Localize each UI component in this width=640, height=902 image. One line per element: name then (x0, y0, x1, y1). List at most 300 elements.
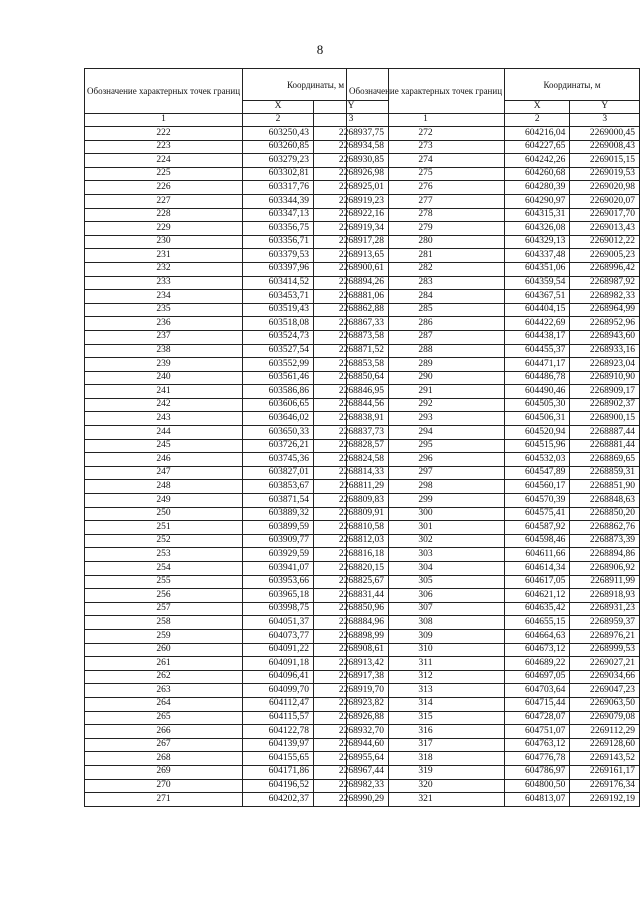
coord-y-cell: 2269079,08 (570, 711, 640, 725)
coord-x-cell: 604455,37 (505, 344, 570, 358)
coord-y-cell: 2269047,23 (570, 684, 640, 698)
coord-y-cell: 2268820,15 (314, 562, 389, 576)
point-number-cell: 319 (347, 765, 505, 779)
point-number-cell: 282 (347, 262, 505, 276)
table-row (85, 181, 389, 195)
point-number-cell: 298 (347, 480, 505, 494)
coord-x-cell: 603524,73 (243, 330, 314, 344)
point-number-cell: 276 (347, 181, 505, 195)
table-row (347, 643, 640, 657)
point-number-cell: 239 (85, 358, 243, 372)
coord-y-cell: 2268996,42 (570, 262, 640, 276)
coord-y-cell: 2268867,33 (314, 317, 389, 331)
table-row (85, 290, 389, 304)
table-row (85, 562, 389, 576)
point-number-cell: 222 (85, 127, 243, 141)
table-row (347, 589, 640, 603)
point-number-cell: 305 (347, 575, 505, 589)
header-col-number-1: 1 (85, 114, 243, 127)
coord-x-cell: 603871,54 (243, 494, 314, 508)
table-row (85, 534, 389, 548)
coord-x-cell: 603889,32 (243, 507, 314, 521)
coord-y-cell: 2269112,29 (570, 725, 640, 739)
coord-y-cell: 2269143,52 (570, 752, 640, 766)
coord-x-cell: 604359,54 (505, 276, 570, 290)
coord-x-cell: 604073,77 (243, 629, 314, 643)
point-number-cell: 290 (347, 371, 505, 385)
table-row (85, 670, 389, 684)
coord-x-cell: 604813,07 (505, 793, 570, 807)
point-number-cell: 237 (85, 330, 243, 344)
coord-y-cell: 2268943,60 (570, 330, 640, 344)
coord-x-cell: 603379,53 (243, 249, 314, 263)
coord-y-cell: 2268862,88 (314, 303, 389, 317)
coord-x-cell: 604122,78 (243, 725, 314, 739)
coord-y-cell: 2268990,29 (314, 793, 389, 807)
coord-y-cell: 2268919,23 (314, 194, 389, 208)
coord-x-cell: 603929,59 (243, 548, 314, 562)
coord-y-cell: 2268816,18 (314, 548, 389, 562)
table-row (85, 711, 389, 725)
table-row (347, 711, 640, 725)
table-row (85, 412, 389, 426)
coord-x-cell: 604703,64 (505, 684, 570, 698)
coord-x-cell: 604598,46 (505, 534, 570, 548)
coord-y-cell: 2268884,96 (314, 616, 389, 630)
point-number-cell: 261 (85, 657, 243, 671)
coord-y-cell: 2268934,58 (314, 140, 389, 154)
point-number-cell: 253 (85, 548, 243, 562)
table-row (85, 208, 389, 222)
table-row (347, 548, 640, 562)
table-row (85, 262, 389, 276)
table-row (85, 765, 389, 779)
point-number-cell: 255 (85, 575, 243, 589)
coord-y-cell: 2268967,44 (314, 765, 389, 779)
coord-x-cell: 604329,13 (505, 235, 570, 249)
point-number-cell: 234 (85, 290, 243, 304)
point-number-cell: 259 (85, 629, 243, 643)
coord-y-cell: 2268851,90 (570, 480, 640, 494)
table-row (347, 793, 640, 807)
coord-y-cell: 2268919,34 (314, 222, 389, 236)
point-number-cell: 321 (347, 793, 505, 807)
point-number-cell: 263 (85, 684, 243, 698)
table-row (85, 127, 389, 141)
coord-x-cell: 604115,57 (243, 711, 314, 725)
coordinates-table-left (84, 68, 389, 807)
point-number-cell: 224 (85, 154, 243, 168)
point-number-cell: 270 (85, 779, 243, 793)
table-row (85, 480, 389, 494)
point-number-cell: 285 (347, 303, 505, 317)
coord-x-cell: 603519,43 (243, 303, 314, 317)
table-row (347, 262, 640, 276)
table-row (347, 317, 640, 331)
point-number-cell: 244 (85, 426, 243, 440)
coord-x-cell: 604404,15 (505, 303, 570, 317)
coord-x-cell: 604091,18 (243, 657, 314, 671)
coord-x-cell: 604216,04 (505, 127, 570, 141)
table-row (85, 548, 389, 562)
table-row (347, 494, 640, 508)
coord-x-cell: 604422,69 (505, 317, 570, 331)
coord-x-cell: 603827,01 (243, 466, 314, 480)
coord-y-cell: 2269128,60 (570, 738, 640, 752)
coord-x-cell: 603965,18 (243, 589, 314, 603)
point-number-cell: 294 (347, 426, 505, 440)
coord-y-cell: 2268918,93 (570, 589, 640, 603)
table-row (85, 385, 389, 399)
point-number-cell: 277 (347, 194, 505, 208)
coord-y-cell: 2269020,98 (570, 181, 640, 195)
table-row (347, 521, 640, 535)
coord-x-cell: 603317,76 (243, 181, 314, 195)
coord-x-cell: 603745,36 (243, 453, 314, 467)
point-number-cell: 257 (85, 602, 243, 616)
coord-x-cell: 604515,96 (505, 439, 570, 453)
table-row (347, 629, 640, 643)
coord-y-cell: 2268902,37 (570, 398, 640, 412)
table-row (85, 643, 389, 657)
point-number-cell: 288 (347, 344, 505, 358)
point-number-cell: 281 (347, 249, 505, 263)
table-row (85, 629, 389, 643)
coord-x-cell: 603453,71 (243, 290, 314, 304)
coord-x-cell: 604786,97 (505, 765, 570, 779)
coord-x-cell: 603279,23 (243, 154, 314, 168)
coord-x-cell: 604506,31 (505, 412, 570, 426)
coord-y-cell: 2268900,15 (570, 412, 640, 426)
table-row (85, 194, 389, 208)
table-row (347, 249, 640, 263)
coord-x-cell: 603347,13 (243, 208, 314, 222)
point-number-cell: 307 (347, 602, 505, 616)
coord-x-cell: 604751,07 (505, 725, 570, 739)
coord-x-cell: 603250,43 (243, 127, 314, 141)
point-number-cell: 272 (347, 127, 505, 141)
coord-y-cell: 2268931,23 (570, 602, 640, 616)
coord-y-cell: 2269027,21 (570, 657, 640, 671)
table-row (347, 534, 640, 548)
table-row (85, 466, 389, 480)
table-row (347, 466, 640, 480)
coord-x-cell: 604490,46 (505, 385, 570, 399)
point-number-cell: 302 (347, 534, 505, 548)
table-row (85, 154, 389, 168)
point-number-cell: 250 (85, 507, 243, 521)
coord-y-cell: 2269176,34 (570, 779, 640, 793)
coord-x-cell: 604227,65 (505, 140, 570, 154)
coord-x-cell: 603552,99 (243, 358, 314, 372)
point-number-cell: 269 (85, 765, 243, 779)
point-number-cell: 308 (347, 616, 505, 630)
coord-y-cell: 2268887,44 (570, 426, 640, 440)
coord-y-cell: 2268809,83 (314, 494, 389, 508)
point-number-cell: 295 (347, 439, 505, 453)
coord-x-cell: 604280,39 (505, 181, 570, 195)
coord-y-cell: 2268859,31 (570, 466, 640, 480)
coord-x-cell: 604614,34 (505, 562, 570, 576)
point-number-cell: 291 (347, 385, 505, 399)
table-row (347, 602, 640, 616)
point-number-cell: 286 (347, 317, 505, 331)
coord-x-cell: 603941,07 (243, 562, 314, 576)
table-row (347, 140, 640, 154)
point-number-cell: 275 (347, 167, 505, 181)
table-row (85, 684, 389, 698)
coord-y-cell: 2268848,63 (570, 494, 640, 508)
point-number-cell: 262 (85, 670, 243, 684)
table-row (347, 439, 640, 453)
point-number-cell: 313 (347, 684, 505, 698)
coord-y-cell: 2269000,45 (570, 127, 640, 141)
coord-y-cell: 2268862,76 (570, 521, 640, 535)
coord-x-cell: 603397,96 (243, 262, 314, 276)
coord-y-cell: 2268810,58 (314, 521, 389, 535)
coord-y-cell: 2268917,28 (314, 235, 389, 249)
point-number-cell: 265 (85, 711, 243, 725)
point-number-cell: 287 (347, 330, 505, 344)
table-row (347, 670, 640, 684)
coord-y-cell: 2268908,61 (314, 643, 389, 657)
coord-x-cell: 604697,05 (505, 670, 570, 684)
coord-y-cell: 2268894,86 (570, 548, 640, 562)
coord-y-cell: 2268846,95 (314, 385, 389, 399)
coord-x-cell: 604664,63 (505, 629, 570, 643)
point-number-cell: 247 (85, 466, 243, 480)
coord-x-cell: 603518,08 (243, 317, 314, 331)
point-number-cell: 320 (347, 779, 505, 793)
coord-x-cell: 604655,15 (505, 616, 570, 630)
point-number-cell: 227 (85, 194, 243, 208)
coord-y-cell: 2268844,56 (314, 398, 389, 412)
table-row (347, 657, 640, 671)
coord-y-cell: 2268869,65 (570, 453, 640, 467)
table-row (347, 181, 640, 195)
coord-x-cell: 603356,75 (243, 222, 314, 236)
table-row (85, 793, 389, 807)
coord-y-cell: 2268831,44 (314, 589, 389, 603)
coord-x-cell: 603726,21 (243, 439, 314, 453)
coord-x-cell: 604099,70 (243, 684, 314, 698)
coord-x-cell: 604139,97 (243, 738, 314, 752)
point-number-cell: 274 (347, 154, 505, 168)
coord-x-cell: 603899,59 (243, 521, 314, 535)
coord-y-cell: 2268964,99 (570, 303, 640, 317)
coord-x-cell: 604587,92 (505, 521, 570, 535)
coord-x-cell: 604776,78 (505, 752, 570, 766)
coord-y-cell: 2268850,20 (570, 507, 640, 521)
coord-y-cell: 2268894,26 (314, 276, 389, 290)
coord-y-cell: 2268814,33 (314, 466, 389, 480)
point-number-cell: 226 (85, 181, 243, 195)
table-row (347, 507, 640, 521)
point-number-cell: 231 (85, 249, 243, 263)
point-number-cell: 300 (347, 507, 505, 521)
coord-y-cell: 2268850,96 (314, 602, 389, 616)
table-row (347, 127, 640, 141)
point-number-cell: 289 (347, 358, 505, 372)
header-y: Y (570, 101, 640, 114)
table-row (85, 140, 389, 154)
point-number-cell: 315 (347, 711, 505, 725)
table-row (85, 589, 389, 603)
coord-x-cell: 604290,97 (505, 194, 570, 208)
point-number-cell: 316 (347, 725, 505, 739)
header-x: X (243, 101, 314, 114)
point-number-cell: 235 (85, 303, 243, 317)
coord-x-cell: 603998,75 (243, 602, 314, 616)
table-row (85, 738, 389, 752)
point-number-cell: 314 (347, 697, 505, 711)
table-row (347, 290, 640, 304)
point-number-cell: 304 (347, 562, 505, 576)
coord-x-cell: 604560,17 (505, 480, 570, 494)
coord-y-cell: 2268871,52 (314, 344, 389, 358)
coord-x-cell: 604155,65 (243, 752, 314, 766)
table-row (347, 426, 640, 440)
header-coordinates: Координаты, м (243, 69, 389, 101)
table-row (85, 235, 389, 249)
point-number-cell: 297 (347, 466, 505, 480)
table-row (85, 521, 389, 535)
point-number-cell: 268 (85, 752, 243, 766)
header-col-number-1: 1 (347, 114, 505, 127)
table-row (85, 398, 389, 412)
header-col-number-3: 3 (570, 114, 640, 127)
coord-y-cell: 2268913,42 (314, 657, 389, 671)
table-row (347, 303, 640, 317)
table-row (347, 480, 640, 494)
table-row (347, 575, 640, 589)
point-number-cell: 303 (347, 548, 505, 562)
point-number-cell: 266 (85, 725, 243, 739)
point-number-cell: 267 (85, 738, 243, 752)
coord-x-cell: 603344,39 (243, 194, 314, 208)
table-row (347, 752, 640, 766)
point-number-cell: 241 (85, 385, 243, 399)
point-number-cell: 317 (347, 738, 505, 752)
point-number-cell: 229 (85, 222, 243, 236)
coord-y-cell: 2269015,15 (570, 154, 640, 168)
coord-x-cell: 604763,12 (505, 738, 570, 752)
coord-y-cell: 2269005,23 (570, 249, 640, 263)
header-point-designation: Обозначение характерных точек границ (347, 69, 505, 114)
coord-x-cell: 604438,17 (505, 330, 570, 344)
coord-x-cell: 604202,37 (243, 793, 314, 807)
point-number-cell: 242 (85, 398, 243, 412)
table-row (347, 725, 640, 739)
table-row (85, 657, 389, 671)
coord-y-cell: 2268987,92 (570, 276, 640, 290)
table-row (85, 725, 389, 739)
coord-y-cell: 2269012,22 (570, 235, 640, 249)
coord-y-cell: 2268809,91 (314, 507, 389, 521)
coord-y-cell: 2268900,61 (314, 262, 389, 276)
coord-y-cell: 2268909,17 (570, 385, 640, 399)
coord-x-cell: 603953,66 (243, 575, 314, 589)
point-number-cell: 240 (85, 371, 243, 385)
table-row (347, 154, 640, 168)
coord-x-cell: 604689,22 (505, 657, 570, 671)
coord-y-cell: 2268925,01 (314, 181, 389, 195)
table-row (85, 303, 389, 317)
coord-y-cell: 2268959,37 (570, 616, 640, 630)
coord-y-cell: 2268828,57 (314, 439, 389, 453)
point-number-cell: 232 (85, 262, 243, 276)
coord-y-cell: 2268911,99 (570, 575, 640, 589)
table-row (347, 371, 640, 385)
coord-x-cell: 604547,89 (505, 466, 570, 480)
coord-x-cell: 603606,65 (243, 398, 314, 412)
table-row (347, 684, 640, 698)
coord-y-cell: 2268926,98 (314, 167, 389, 181)
point-number-cell: 293 (347, 412, 505, 426)
table-row (85, 507, 389, 521)
point-number-cell: 245 (85, 439, 243, 453)
coord-y-cell: 2268917,38 (314, 670, 389, 684)
table-row (347, 167, 640, 181)
coord-x-cell: 603414,52 (243, 276, 314, 290)
coord-x-cell: 604242,26 (505, 154, 570, 168)
table-row (347, 194, 640, 208)
point-number-cell: 249 (85, 494, 243, 508)
table-row (85, 222, 389, 236)
point-number-cell: 252 (85, 534, 243, 548)
coord-y-cell: 2268923,04 (570, 358, 640, 372)
table-row (85, 602, 389, 616)
table-row (85, 167, 389, 181)
coord-y-cell: 2268838,91 (314, 412, 389, 426)
coord-y-cell: 2268944,60 (314, 738, 389, 752)
table-row (85, 330, 389, 344)
point-number-cell: 312 (347, 670, 505, 684)
coord-y-cell: 2268952,96 (570, 317, 640, 331)
coord-x-cell: 603909,77 (243, 534, 314, 548)
table-row (347, 398, 640, 412)
point-number-cell: 278 (347, 208, 505, 222)
coord-x-cell: 603646,02 (243, 412, 314, 426)
point-number-cell: 310 (347, 643, 505, 657)
coord-y-cell: 2268922,16 (314, 208, 389, 222)
coord-x-cell: 604471,17 (505, 358, 570, 372)
coord-x-cell: 604171,86 (243, 765, 314, 779)
point-number-cell: 256 (85, 589, 243, 603)
coord-x-cell: 604621,12 (505, 589, 570, 603)
coord-y-cell: 2268825,67 (314, 575, 389, 589)
header-coordinates: Координаты, м (505, 69, 640, 101)
coord-x-cell: 604635,42 (505, 602, 570, 616)
coord-y-cell: 2268933,16 (570, 344, 640, 358)
point-number-cell: 264 (85, 697, 243, 711)
coord-y-cell: 2269013,43 (570, 222, 640, 236)
header-col-number-2: 2 (505, 114, 570, 127)
table-row (347, 222, 640, 236)
coord-x-cell: 604337,48 (505, 249, 570, 263)
table-row (85, 439, 389, 453)
point-number-cell: 254 (85, 562, 243, 576)
coord-y-cell: 2268955,64 (314, 752, 389, 766)
table-row (347, 412, 640, 426)
coord-y-cell: 2268937,75 (314, 127, 389, 141)
coord-y-cell: 2268982,33 (570, 290, 640, 304)
point-number-cell: 283 (347, 276, 505, 290)
table-body-right (347, 127, 640, 807)
point-number-cell: 280 (347, 235, 505, 249)
coord-y-cell: 2268923,82 (314, 697, 389, 711)
point-number-cell: 271 (85, 793, 243, 807)
